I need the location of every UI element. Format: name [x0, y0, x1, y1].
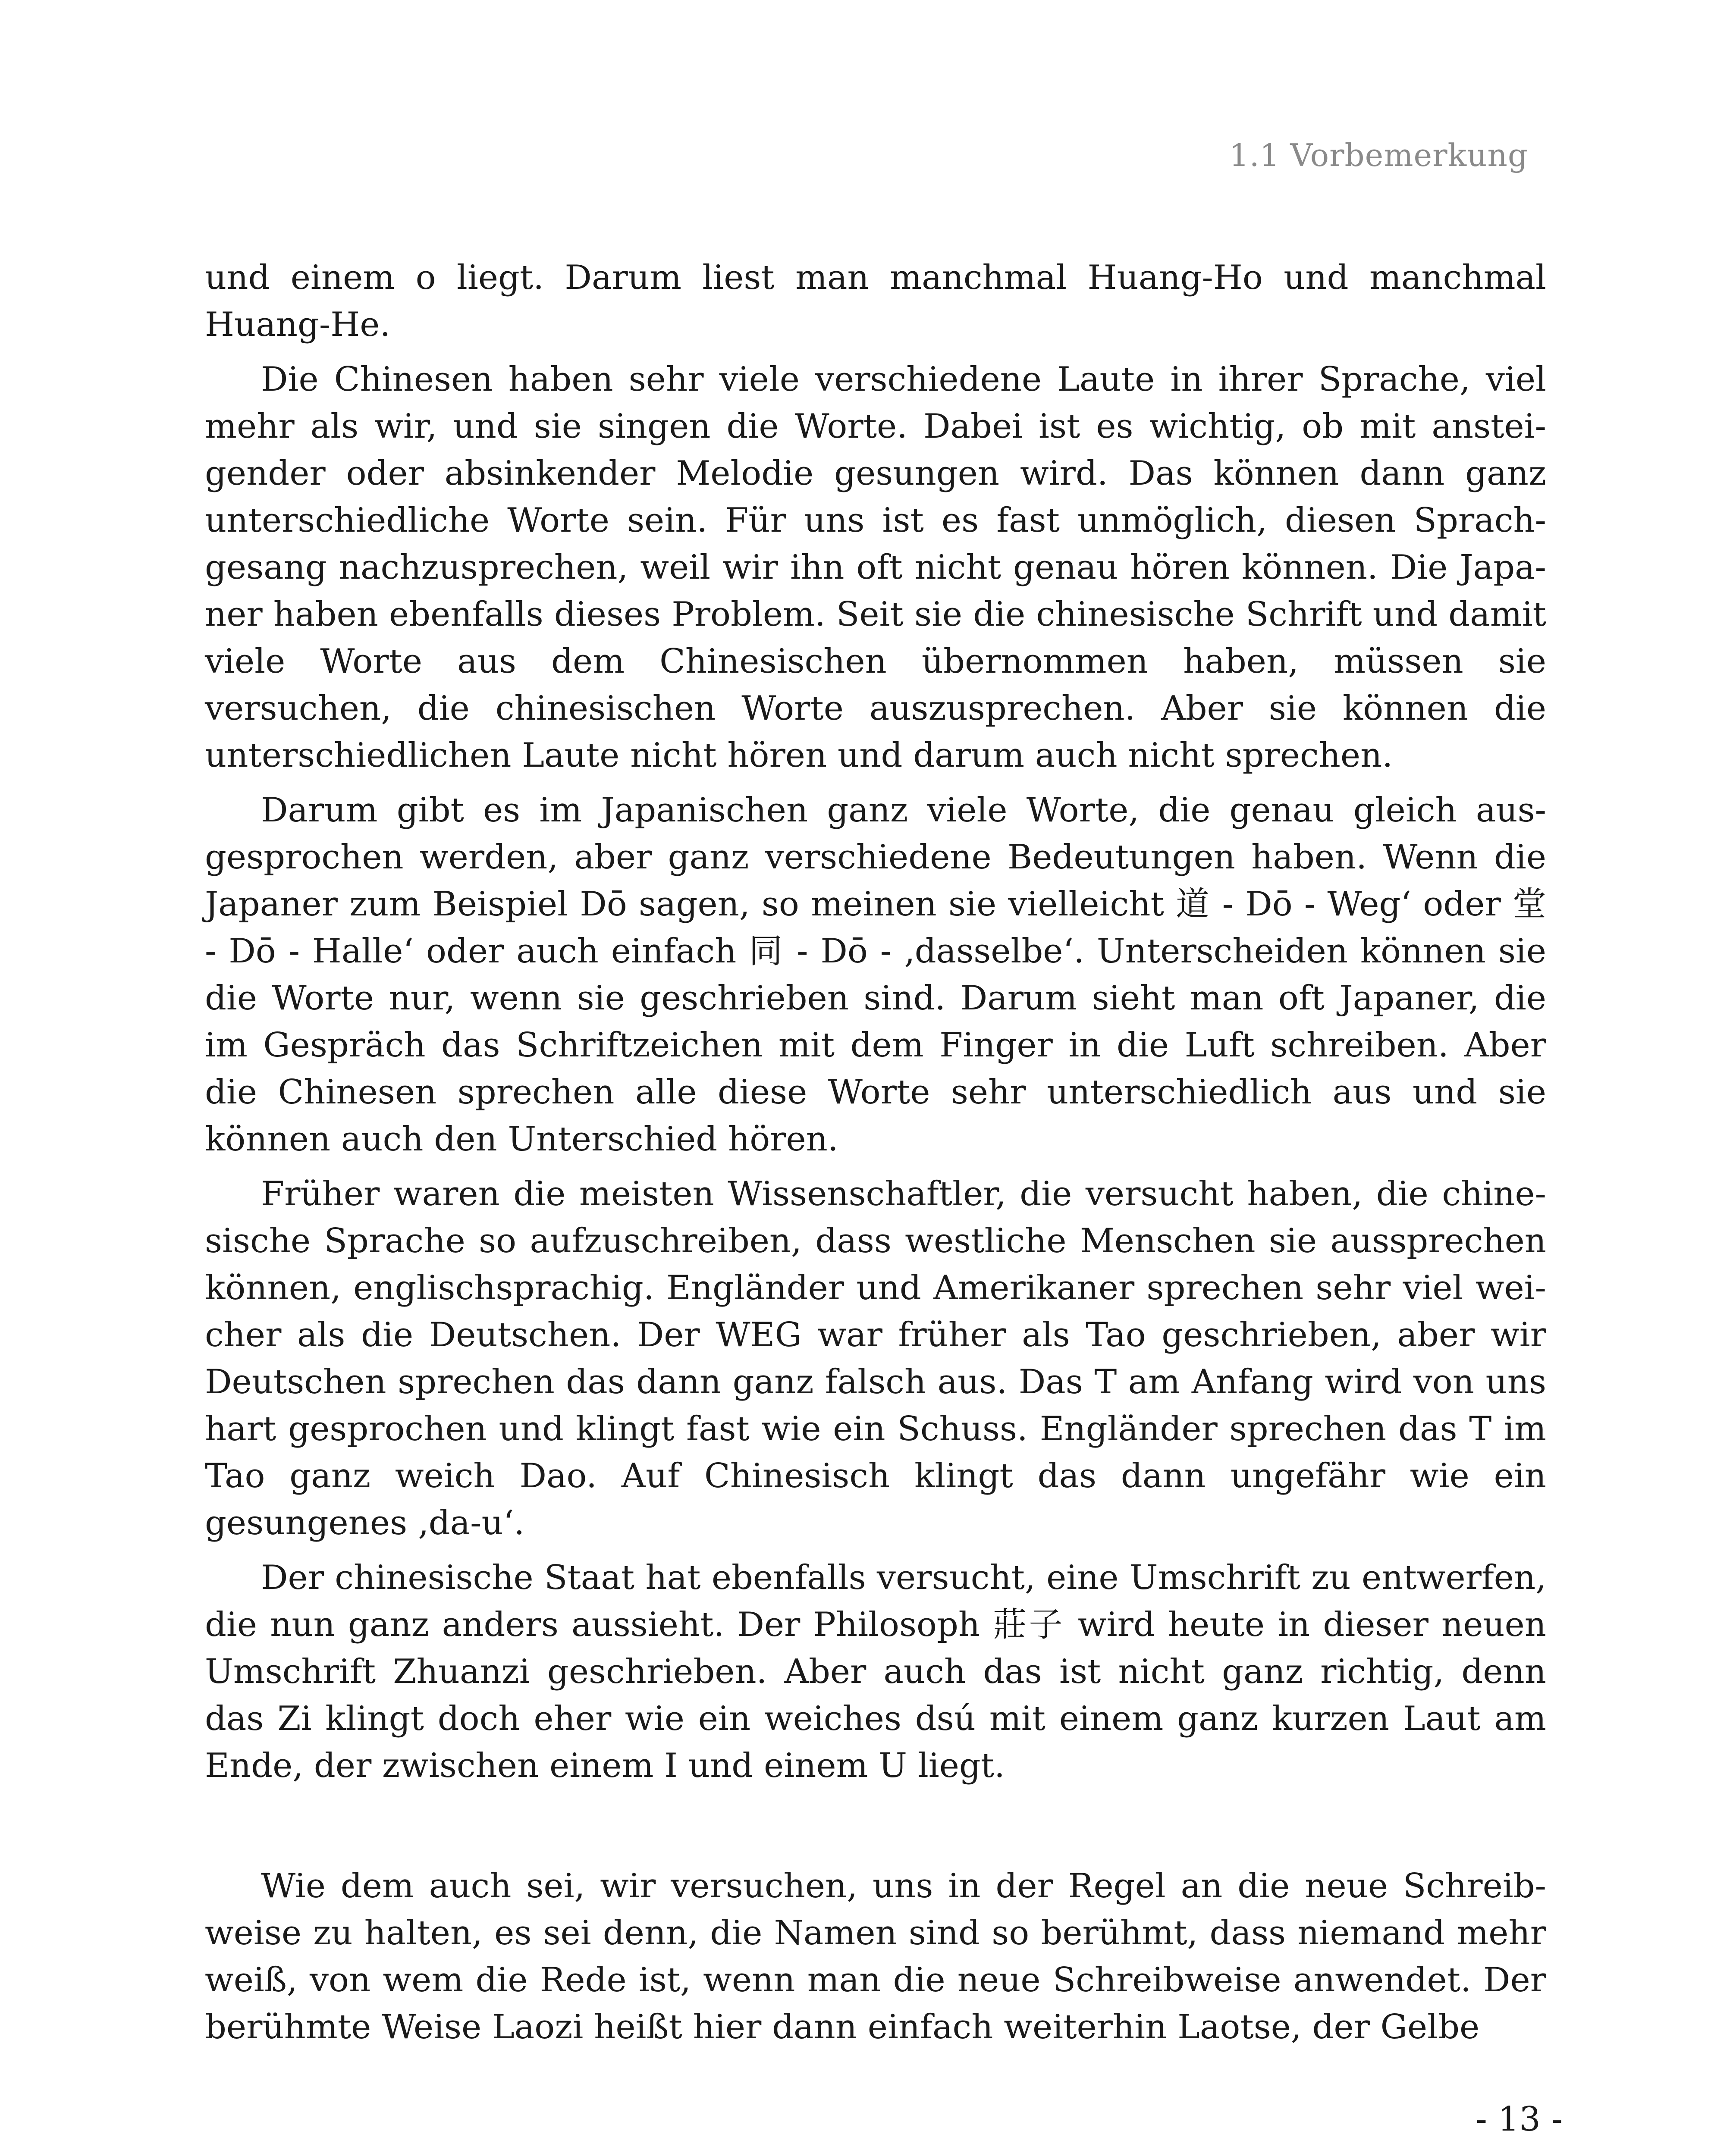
paragraph: Früher waren die meisten Wissenschaftler, die versucht haben, die chinesische Sprache so aufzuschreiben, dass westliche Menschen sie aussprechen können, englischsprachig. Engländer und Amerikaner sprechen sehr viel weicher als die Deutschen. Der WEG war früher als Tao geschrieben, aber wir Deutschen sprechen das dann ganz falsch aus. Das T am Anfang wird von uns hart gesprochen und klingt fast wie ein Schuss. Engländer sprechen das T im Tao ganz weich Dao. Auf Chinesisch klingt das dann ungefähr wie ein gesungenes ‚da-u‘. [205, 1175, 1546, 1542]
paragraph: Darum gibt es im Japanischen ganz viele Worte, die genau gleich ausgesprochen werden, aber ganz verschiedene Bedeutungen haben. Wenn die Japaner zum Beispiel Dō sagen, so meinen sie vielleicht 道 - Dō - Weg‘ oder 堂 - Dō - Halle‘ oder auch einfach 同 - Dō - ‚dasselbe‘. Unterscheiden können sie die Worte nur, wenn sie geschrieben sind. Darum sieht man oft Japaner, die im Gespräch das Schriftzeichen mit dem Finger in die Luft schreiben. Aber die Chinesen sprechen alle diese Worte sehr unterschiedlich aus und sie können auch den Unterschied hören. [205, 791, 1546, 1159]
body-text [205, 254, 1546, 2059]
paragraph: Wie dem auch sei, wir versuchen, uns in der Regel an die neue Schreibweise zu halten, es sei denn, die Namen sind so berühmt, dass niemand mehr weiß, von wem die Rede ist, wenn man die neue Schreibweise anwendet. Der berühmte Weise Laozi heißt hier dann einfach weiterhin Laotse, der Gelbe [205, 1867, 1546, 2046]
page-number: - 13 - [1476, 2100, 1563, 2139]
paragraph-continuation: und einem o liegt. Darum liest man manchmal Huang-Ho und manchmal Huang-He. [205, 258, 1546, 344]
paragraph: Der chinesische Staat hat ebenfalls versucht, eine Umschrift zu entwerfen, die nun ganz anders aussieht. Der Philosoph 莊子 wird heute in dieser neuen Umschrift Zhuanzi geschrieben. Aber auch das ist nicht ganz richtig, denn das Zi klingt doch eher wie ein weiches dsú mit einem ganz kurzen Laut am Ende, der zwischen einem I und einem U liegt. [205, 1558, 1546, 1785]
paragraph: Die Chinesen haben sehr viele verschiedene Laute in ihrer Sprache, viel mehr als wir, und sie singen die Worte. Dabei ist es wichtig, ob mit ansteigender oder absinkender Melodie gesungen wird. Das können dann ganz unterschiedliche Worte sein. Für uns ist es fast unmöglich, diesen Sprachgesang nachzusprechen, weil wir ihn oft nicht genau hören können. Die Japaner haben ebenfalls dieses Problem. Seit sie die chinesische Schrift und damit viele Worte aus dem Chinesischen übernommen haben, müssen sie versuchen, die chinesischen Worte auszusprechen. Aber sie können die unterschiedlichen Laute nicht hören und darum auch nicht sprechen. [205, 360, 1546, 775]
running-head: 1.1 Vorbemerkung [1229, 137, 1528, 173]
